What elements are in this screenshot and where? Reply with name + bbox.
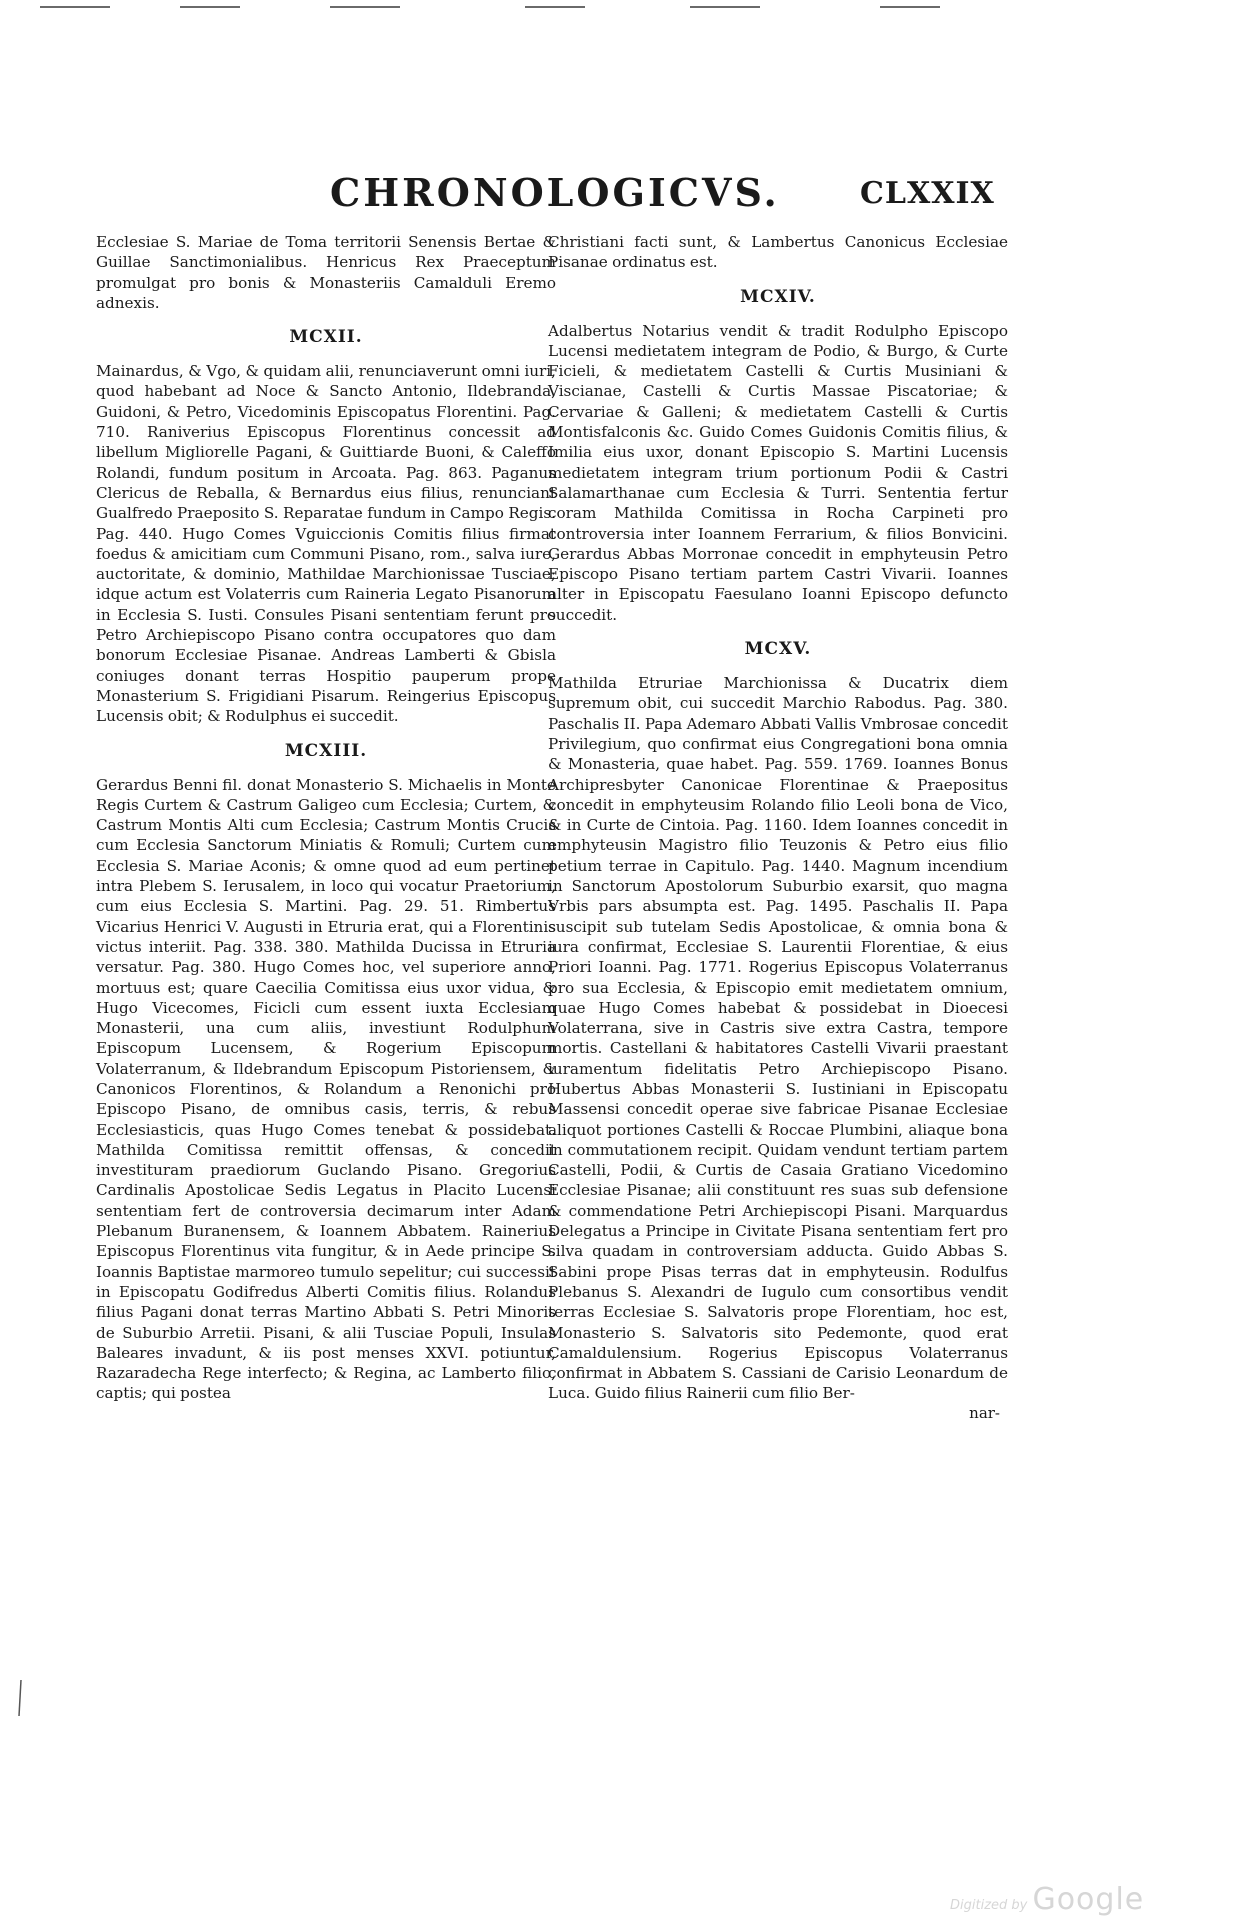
catchword: nar-	[969, 1403, 1000, 1422]
right-column	[548, 232, 1008, 1422]
year-heading-mcxii: MCXII.	[289, 327, 363, 348]
year-heading-mcxv: MCXV.	[744, 639, 812, 660]
mcxiv-paragraph: Adalbertus Notarius vendit & tradit Rodulpho Episcopo Lucensi medietatem integram de Podio, & Burgo, & Curte Ficieli, & medietatem Castelli & Curtis Musiniani & Viscianae, Castelli & Curtis Massae Piscatoriae; & Cervariae & Galleni; & medietatem Castelli & Curtis Montisfalconis &c. Guido Comes Guidonis Comitis filius, & Imilia eius uxor, donant Episcopio S. Martini Lucensis medietatem integram trium portionum Podii & Castri Salamarthanae cum Ecclesia & Turri. Sententia fertur coram Mathilda Comitissa in Rocha Carpineti pro controversia inter Ioannem Ferrarium, & filios Bonvicini. Gerardus Abbas Morronae concedit in emphyteusin Petro Episcopo Pisano tertiam partem Castri Vivarii. Ioannes alter in Episcopatu Faesulano Ioanni Episcopo defuncto succedit.	[548, 321, 1008, 624]
page-header	[0, 170, 1252, 230]
year-heading-mcxiv: MCXIV.	[740, 286, 816, 307]
left-column	[96, 232, 556, 1404]
top-edge-marks	[0, 6, 1252, 14]
pencil-mark	[18, 1680, 22, 1716]
year-heading-mcxiii: MCXIII.	[284, 740, 368, 761]
folio-number: CLXXIX	[860, 176, 995, 211]
watermark-small-text: Digitized by	[950, 1898, 1028, 1913]
running-title: CHRONOLOGICVS.	[330, 170, 780, 215]
mcxii-paragraph: Mainardus, & Vgo, & quidam alii, renunciaverunt omni iuri, quod habebant ad Noce & Sancto Antonio, Ildebranda, Guidoni, & Petro, Vicedominis Episcopatus Florentini. Pag. 710. Raniverius Episcopus Florentinus concessit ad libellum Migliorelle Pagani, & Guittiarde Buoni, & Caleffo Rolandi, fundum positum in Arcoata. Pag. 863. Paganus Clericus de Reballa, & Bernardus eius filius, renunciant Gualfredo Praeposito S. Reparatae fundum in Campo Regis. Pag. 440. Hugo Comes Vguiccionis Comitis filius firmat foedus & amicitiam cum Communi Pisano, rom., salva iure, auctoritate, & dominio, Mathildae Marchionissae Tusciae; idque actum est Volaterris cum Raineria Legato Pisanorum in Ecclesia S. Iusti. Consules Pisani sententiam ferunt pro Petro Archiepiscopo Pisano contra occupatores quo dam bonorum Ecclesiae Pisanae. Andreas Lamberti & Gbisla coniuges donant terras Hospitio pauperum prope Monasterium S. Frigidiani Pisarum. Reingerius Episcopus Lucensis obit; & Rodulphus ei succedit.	[96, 362, 556, 726]
left-intro-paragraph: Ecclesiae S. Mariae de Toma territorii Senensis Bertae & Guillae Sanctimonialibus. Henricus Rex Praeceptum promulgat pro bonis & Monasteriis Camalduli Eremo adnexis.	[96, 233, 556, 312]
watermark-logo-text: Google	[1032, 1882, 1145, 1917]
right-intro-paragraph: Christiani facti sunt, & Lambertus Canonicus Ecclesiae Pisanae ordinatus est.	[548, 233, 1008, 272]
digitized-watermark	[950, 1882, 1144, 1917]
mcxiii-paragraph: Gerardus Benni fil. donat Monasterio S. Michaelis in Monte Regis Curtem & Castrum Galigeo cum Ecclesia; Curtem, & Castrum Montis Alti cum Ecclesia; Castrum Montis Crucis cum Ecclesia Sanctorum Miniatis & Romuli; Curtem cum Ecclesia S. Mariae Aconis; & omne quod ad eum pertinet intra Plebem S. Ierusalem, in loco qui vocatur Praetorium, cum eius Ecclesia S. Martini. Pag. 29. 51. Rimbertus Vicarius Henrici V. Augusti in Etruria erat, qui a Florentinis victus interiit. Pag. 338. 380. Mathilda Ducissa in Etruria versatur. Pag. 380. Hugo Comes hoc, vel superiore anno, mortuus est; quare Caecilia Comitissa eius uxor vidua, & Hugo Vicecomes, Ficicli cum essent iuxta Ecclesiam Monasterii, una cum aliis, investiunt Rodulphum Episcopum Lucensem, & Rogerium Episcopum Volaterranum, & Ildebrandum Episcopum Pistoriensem, & Canonicos Florentinos, & Rolandum a Renonichi pro Episcopo Pisano, de omnibus casis, terris, & rebus Ecclesiasticis, quas Hugo Comes tenebat & possidebat. Mathilda Comitissa remittit offensas, & concedit investituram praediorum Guclando Pisano. Gregorius Cardinalis Apostolicae Sedis Legatus in Placito Lucensi sententiam fert de controversia decimarum inter Adam Plebanum Buranensem, & Ioannem Abbatem. Rainerius Episcopus Florentinus vita fungitur, & in Aede principe S. Ioannis Baptistae marmoreo tumulo sepelitur; cui successit in Episcopatu Godifredus Alberti Comitis filius. Rolandus filius Pagani donat terras Martino Abbati S. Petri Minoris de Suburbio Arretii. Pisani, & alii Tusciae Populi, Insulas Baleares invadunt, & iis post menses XXVI. potiuntur, Razaradecha Rege interfecto; & Regina, ac Lamberto filio, captis; qui postea	[96, 775, 556, 1403]
mcxv-paragraph: Mathilda Etruriae Marchionissa & Ducatrix diem supremum obit, cui succedit Marchio Rabodus. Pag. 380. Paschalis II. Papa Ademaro Abbati Vallis Vmbrosae concedit Privilegium, quo confirmat eius Congregationi bona omnia & Monasteria, quae habet. Pag. 559. 1769. Ioannes Bonus Archipresbyter Canonicae Florentinae & Praepositus concedit in emphyteusim Rolando filio Leoli bona de Vico, & in Curte de Cintoia. Pag. 1160. Idem Ioannes concedit in emphyteusin Magistro filio Teuzonis & Petro eius filio petium terrae in Capitulo. Pag. 1440. Magnum incendium in Sanctorum Apostolorum Suburbio exarsit, quo magna Vrbis pars absumpta est. Pag. 1495. Paschalis II. Papa suscipit sub tutelam Sedis Apostolicae, & omnia bona & iura confirmat, Ecclesiae S. Laurentii Florentiae, & eius Priori Ioanni. Pag. 1771. Rogerius Episcopus Volaterranus pro sua Ecclesia, & Episcopio emit medietatem omnium, quae Hugo Comes habebat & possidebat in Dioecesi Volaterrana, sive in Castris sive extra Castra, tempore mortis. Castellani & habitatores Castelli Vivarii praestant iuramentum fidelitatis Petro Archiepiscopo Pisano. Hubertus Abbas Monasterii S. Iustiniani in Episcopatu Massensi concedit operae sive fabricae Pisanae Ecclesiae aliquot portiones Castelli & Roccae Plumbini, aliaque bona in commutationem recipit. Quidam vendunt tertiam partem Castelli, Podii, & Curtis de Casaia Gratiano Vicedomino Ecclesiae Pisanae; alii constituunt res suas sub defensione & commendatione Petri Archiepiscopi Pisani. Marquardus Delegatus a Principe in Civitate Pisana sententiam fert pro silva quadam in controversiam adducta. Guido Abbas S. Sabini prope Pisas terras dat in emphyteusin. Rodulfus Plebanus S. Alexandri de Iugulo cum consortibus vendit terras Ecclesiae S. Salvatoris prope Florentiam, hoc est, Monasterio S. Salvatoris sito Pedemonte, quod erat Camaldulensium. Rogerius Episcopus Volaterranus confirmat in Abbatem S. Cassiani de Carisio Leonardum de Luca. Guido filius Rainerii cum filio Ber-	[548, 674, 1008, 1403]
